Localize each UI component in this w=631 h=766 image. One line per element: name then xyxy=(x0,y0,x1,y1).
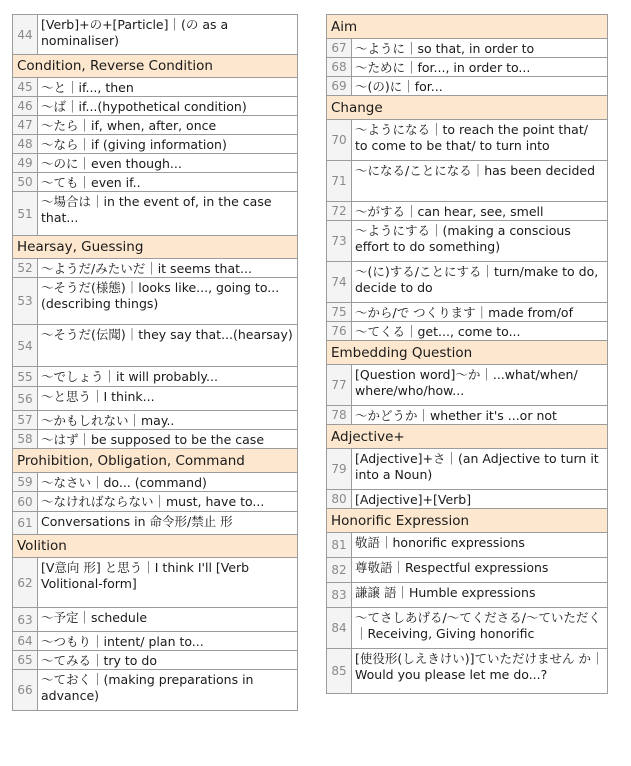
grammar-row xyxy=(327,649,607,694)
grammar-entry-text: 尊敬語｜Respectful expressions xyxy=(355,560,549,575)
row-number: 51 xyxy=(13,192,38,235)
grammar-entry-text: 〜てさしあげる/〜てくださる/〜ていただく｜Receiving, Giving honorific xyxy=(355,610,601,641)
row-number: 78 xyxy=(327,406,352,424)
grammar-entry-text: 〜なさい｜do... (command) xyxy=(41,475,207,490)
row-number: 82 xyxy=(327,558,352,582)
grammar-entry-text: 〜ようにする｜(making a conscious effort to do something) xyxy=(355,223,571,254)
grammar-entry-text: 〜かどうか｜whether it's ...or not xyxy=(355,408,557,423)
grammar-row xyxy=(13,173,297,192)
grammar-row xyxy=(13,473,297,492)
grammar-row xyxy=(327,490,607,509)
grammar-table-left xyxy=(12,14,298,711)
grammar-row xyxy=(13,670,297,711)
grammar-row xyxy=(13,558,297,608)
row-number: 70 xyxy=(327,120,352,160)
grammar-entry-text: 〜てくる｜get..., come to... xyxy=(355,324,521,339)
row-number: 65 xyxy=(13,651,38,669)
section-header: Change xyxy=(327,96,607,120)
row-number: 62 xyxy=(13,558,38,607)
grammar-row xyxy=(13,512,297,535)
row-number: 72 xyxy=(327,202,352,220)
grammar-row xyxy=(13,154,297,173)
row-number: 64 xyxy=(13,632,38,650)
grammar-entry-text: 〜ために｜for..., in order to... xyxy=(355,60,531,75)
section-header: Aim xyxy=(327,15,607,39)
grammar-row xyxy=(13,608,297,632)
grammar-entry-text: 〜そうだ(様態)｜looks like..., going to...(describing things) xyxy=(41,280,280,311)
grammar-row xyxy=(327,221,607,262)
grammar-row xyxy=(13,278,297,325)
grammar-entry-text: 〜でしょう｜it will probably... xyxy=(41,369,218,384)
grammar-row xyxy=(327,120,607,161)
row-number: 68 xyxy=(327,58,352,76)
row-number: 73 xyxy=(327,221,352,261)
row-number: 52 xyxy=(13,259,38,277)
grammar-entry-text: 〜がする｜can hear, see, smell xyxy=(355,204,544,219)
row-number: 83 xyxy=(327,583,352,607)
grammar-row xyxy=(327,406,607,425)
row-number: 46 xyxy=(13,97,38,115)
row-number: 69 xyxy=(327,77,352,95)
section-header: Honorific Expression xyxy=(327,509,607,533)
grammar-entry-text: 〜から/で つくります｜made from/of xyxy=(355,305,573,320)
grammar-row xyxy=(13,411,297,430)
row-number: 77 xyxy=(327,365,352,405)
row-number: 44 xyxy=(13,15,38,54)
section-header: Volition xyxy=(13,535,297,558)
section-header: Condition, Reverse Condition xyxy=(13,55,297,78)
grammar-row xyxy=(327,583,607,608)
grammar-row xyxy=(327,39,607,58)
row-number: 59 xyxy=(13,473,38,491)
grammar-entry-text: 〜ように｜so that, in order to xyxy=(355,41,535,56)
grammar-entry-text: 謙譲 語｜Humble expressions xyxy=(355,585,536,600)
grammar-entry-text: [使役形(しえきけい)]ていただけません か｜Would you please let me do...? xyxy=(355,651,604,682)
grammar-row xyxy=(13,192,297,236)
grammar-row xyxy=(327,161,607,202)
grammar-row xyxy=(327,608,607,649)
grammar-entry-text: 〜ば｜if...(hypothetical condition) xyxy=(41,99,247,114)
row-number: 81 xyxy=(327,533,352,557)
row-number: 57 xyxy=(13,411,38,429)
section-header: Prohibition, Obligation, Command xyxy=(13,449,297,473)
grammar-row xyxy=(13,632,297,651)
section-header: Embedding Question xyxy=(327,341,607,365)
grammar-row xyxy=(327,303,607,322)
grammar-entry-text: 敬語｜honorific expressions xyxy=(355,535,525,550)
grammar-entry-text: 〜になる/ことになる｜has been decided xyxy=(355,163,596,178)
row-number: 50 xyxy=(13,173,38,191)
grammar-entry-text: [Verb]+の+[Particle]｜(の as a nominaliser) xyxy=(41,17,229,48)
grammar-row xyxy=(327,58,607,77)
grammar-entry-text: 〜たら｜if, when, after, once xyxy=(41,118,217,133)
grammar-entry-text: 〜ても｜even if.. xyxy=(41,175,141,190)
grammar-row xyxy=(13,135,297,154)
grammar-row xyxy=(327,202,607,221)
row-number: 58 xyxy=(13,430,38,448)
grammar-row xyxy=(13,492,297,512)
grammar-row xyxy=(327,322,607,341)
grammar-row xyxy=(327,77,607,96)
grammar-row xyxy=(327,262,607,303)
grammar-row xyxy=(327,449,607,490)
grammar-row xyxy=(13,430,297,449)
grammar-row xyxy=(327,558,607,583)
grammar-entry-text: 〜ようになる｜to reach the point that/ to come to be that/ to turn into xyxy=(355,122,588,153)
row-number: 47 xyxy=(13,116,38,134)
grammar-table-right xyxy=(326,14,608,694)
row-number: 66 xyxy=(13,670,38,710)
grammar-entry-text: 〜つもり｜intent/ plan to... xyxy=(41,634,204,649)
grammar-row xyxy=(13,325,297,367)
grammar-entry-text: [Adjective]+さ｜(an Adjective to turn it into a Noun) xyxy=(355,451,599,482)
grammar-entry-text: [Question word]〜か｜...what/when/ where/who/how... xyxy=(355,367,578,398)
grammar-entry-text: 〜と思う｜I think... xyxy=(41,389,155,404)
row-number: 63 xyxy=(13,608,38,631)
grammar-row xyxy=(13,367,297,387)
grammar-entry-text: 〜場合は｜in the event of, in the case that... xyxy=(41,194,272,225)
row-number: 60 xyxy=(13,492,38,511)
section-header: Adjective+ xyxy=(327,425,607,449)
row-number: 84 xyxy=(327,608,352,648)
grammar-row xyxy=(327,533,607,558)
grammar-entry-text: 〜と｜if..., then xyxy=(41,80,134,95)
row-number: 48 xyxy=(13,135,38,153)
grammar-entry-text: 〜そうだ(伝聞)｜they say that...(hearsay) xyxy=(41,327,293,342)
grammar-entry-text: 〜かもしれない｜may.. xyxy=(41,413,175,428)
grammar-entry-text: Conversations in 命令形/禁止 形 xyxy=(41,514,233,529)
grammar-row xyxy=(13,651,297,670)
row-number: 74 xyxy=(327,262,352,302)
grammar-entry-text: 〜のに｜even though... xyxy=(41,156,182,171)
grammar-entry-text: 〜なら｜if (giving information) xyxy=(41,137,227,152)
row-number: 49 xyxy=(13,154,38,172)
grammar-row xyxy=(327,365,607,406)
grammar-entry-text: 〜(に)する/ことにする｜turn/make to do, decide to do xyxy=(355,264,599,295)
row-number: 45 xyxy=(13,78,38,96)
grammar-entry-text: 〜ようだ/みたいだ｜it seems that... xyxy=(41,261,252,276)
grammar-entry-text: 〜予定｜schedule xyxy=(41,610,148,625)
section-header: Hearsay, Guessing xyxy=(13,236,297,259)
row-number: 71 xyxy=(327,161,352,201)
row-number: 79 xyxy=(327,449,352,489)
grammar-row xyxy=(13,387,297,411)
row-number: 85 xyxy=(327,649,352,693)
row-number: 75 xyxy=(327,303,352,321)
row-number: 56 xyxy=(13,387,38,410)
row-number: 54 xyxy=(13,325,38,366)
grammar-entry-text: 〜ておく｜(making preparations in advance) xyxy=(41,672,254,703)
grammar-entry-text: [Adjective]+[Verb] xyxy=(355,492,472,507)
row-number: 67 xyxy=(327,39,352,57)
grammar-row xyxy=(13,15,297,55)
row-number: 53 xyxy=(13,278,38,324)
grammar-entry-text: 〜はず｜be supposed to be the case xyxy=(41,432,265,447)
grammar-entry-text: 〜てみる｜try to do xyxy=(41,653,158,668)
grammar-entry-text: 〜(の)に｜for... xyxy=(355,79,443,94)
grammar-row xyxy=(13,259,297,278)
grammar-row xyxy=(13,116,297,135)
grammar-row xyxy=(13,97,297,116)
grammar-entry-text: 〜なければならない｜must, have to... xyxy=(41,494,265,509)
row-number: 55 xyxy=(13,367,38,386)
row-number: 61 xyxy=(13,512,38,534)
row-number: 76 xyxy=(327,322,352,340)
row-number: 80 xyxy=(327,490,352,508)
grammar-row xyxy=(13,78,297,97)
grammar-entry-text: [V意向 形] と思う｜I think I'll [Verb Volitional-form] xyxy=(41,560,250,591)
